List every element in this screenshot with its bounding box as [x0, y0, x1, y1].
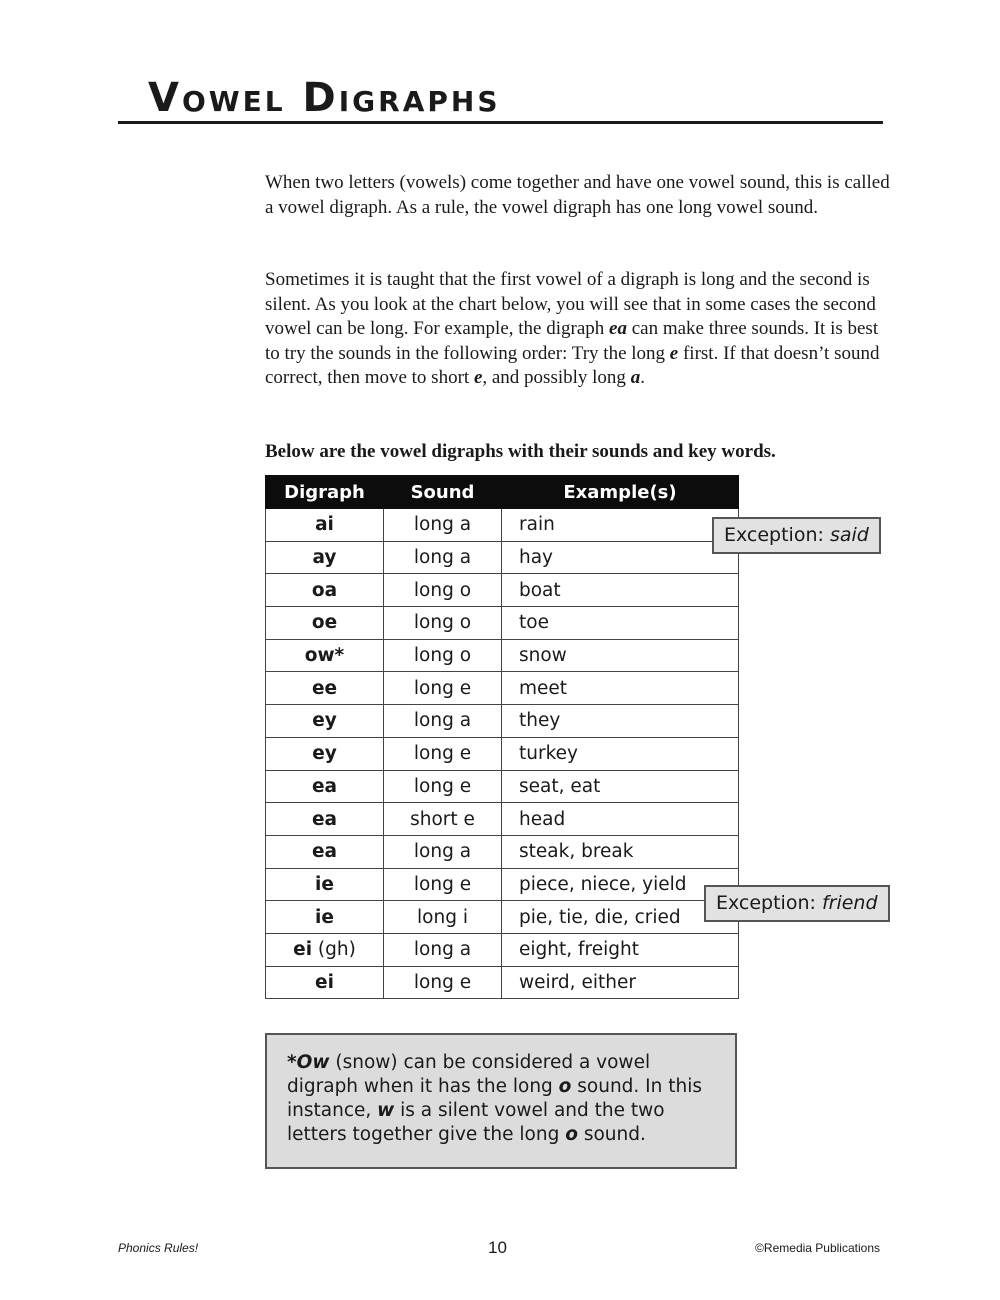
note-o-1: o [558, 1076, 572, 1097]
exception-said-callout [712, 517, 881, 554]
table-row [266, 933, 739, 966]
page-title: Vowel Digraphs [148, 75, 501, 121]
table-row [266, 705, 739, 738]
cell-digraph [266, 541, 384, 574]
table-row [266, 574, 739, 607]
cell-digraph [266, 639, 384, 672]
cell-sound: long o [384, 607, 502, 640]
cell-example: snow [502, 639, 739, 672]
emphasis-e-long: e [669, 342, 679, 364]
table-row [266, 901, 739, 934]
digraph-letters: ay [312, 547, 337, 569]
explanation-text-1: Sometimes it is taught that the first vowel of a digraph is long and the second is silent. As you look at the chart below, you will see that in some cases the second vowel can be long. For example, the digraph [265, 269, 876, 339]
cell-example: meet [502, 672, 739, 705]
explanation-text-2: can make three sounds. It is best to try the sounds in the following order: Try the long [265, 318, 879, 364]
table-row [266, 639, 739, 672]
explanation-text-5: . [640, 367, 645, 388]
cell-example: pie, tie, die, cried [502, 901, 739, 934]
cell-example: boat [502, 574, 739, 607]
table-row [266, 607, 739, 640]
note-text-4: sound. [577, 1124, 646, 1145]
digraph-letters: oe [311, 612, 338, 634]
cell-example: piece, niece, yield [502, 868, 739, 901]
header-digraph: Digraph [266, 476, 384, 509]
digraph-letters: ea [311, 808, 338, 830]
cell-sound: long a [384, 835, 502, 868]
table-intro: Below are the vowel digraphs with their sounds and key words. [265, 441, 776, 462]
digraph-letters: ie [315, 906, 334, 928]
note-text-2: sound. In this instance, [287, 1076, 703, 1121]
cell-example: hay [502, 541, 739, 574]
cell-example: toe [502, 607, 739, 640]
emphasis-e-short: e [473, 367, 483, 388]
digraph-letters: ea [311, 841, 338, 863]
note-text-3: is a silent vowel and the two letters together give the long [287, 1100, 665, 1145]
digraph-table [265, 475, 739, 999]
cell-sound: long e [384, 737, 502, 770]
digraph-letters: ey [312, 710, 337, 732]
footer-page-number: 10 [488, 1238, 507, 1257]
table-body [266, 509, 739, 999]
emphasis-ea: ea [609, 318, 627, 339]
cell-digraph [266, 705, 384, 738]
table-row [266, 737, 739, 770]
cell-digraph [266, 737, 384, 770]
cell-digraph [266, 607, 384, 640]
digraph-letters: oa [311, 579, 338, 601]
cell-digraph [266, 509, 384, 542]
note-text-1: (snow) can be considered a vowel digraph when it has the long [287, 1052, 651, 1097]
exception-label: Exception: [716, 892, 822, 914]
cell-sound: long e [384, 770, 502, 803]
digraph-letters: ei [293, 939, 313, 961]
note-ow: *Ow [287, 1052, 330, 1073]
cell-sound: long i [384, 901, 502, 934]
digraph-letters: ow* [304, 645, 345, 667]
cell-sound: long a [384, 541, 502, 574]
table-row [266, 509, 739, 542]
cell-sound: long o [384, 639, 502, 672]
digraph-letters: ea [311, 775, 338, 797]
cell-example: seat, eat [502, 770, 739, 803]
exception-label: Exception: [724, 524, 830, 546]
cell-example: steak, break [502, 835, 739, 868]
cell-digraph [266, 966, 384, 999]
header-sound: Sound [384, 476, 502, 509]
exception-friend-callout [704, 885, 890, 922]
table-header-row [266, 476, 739, 509]
footer-publisher: ©Remedia Publications [755, 1241, 880, 1255]
cell-sound: long e [384, 966, 502, 999]
table-row [266, 541, 739, 574]
exception-word: friend [821, 892, 878, 914]
cell-digraph [266, 770, 384, 803]
cell-sound: long e [384, 672, 502, 705]
cell-digraph [266, 868, 384, 901]
explanation-text-4: , and possibly long [482, 367, 631, 388]
table-row [266, 803, 739, 836]
digraph-letters: ei [315, 971, 334, 993]
title-underline [118, 121, 883, 124]
exception-word: said [829, 524, 869, 546]
cell-example: head [502, 803, 739, 836]
table-row [266, 835, 739, 868]
note-o-2: o [565, 1124, 578, 1145]
footer-book-title: Phonics Rules! [118, 1241, 199, 1255]
header-examples: Example(s) [502, 476, 739, 509]
cell-digraph [266, 672, 384, 705]
table-row [266, 770, 739, 803]
table-row [266, 868, 739, 901]
digraph-letters: ey [312, 743, 337, 765]
ow-footnote-box [265, 1033, 737, 1169]
cell-example: eight, freight [502, 933, 739, 966]
digraph-letters: ee [311, 677, 338, 699]
cell-sound: long a [384, 705, 502, 738]
cell-sound: short e [384, 803, 502, 836]
cell-sound: long a [384, 933, 502, 966]
cell-example: turkey [502, 737, 739, 770]
cell-example: they [502, 705, 739, 738]
intro-paragraph: When two letters (vowels) come together and have one vowel sound, this is called a vowel digraph. As a rule, the vowel digraph has one long vowel sound. [265, 172, 890, 218]
explanation-text-3: first. If that doesn’t sound correct, then move to short [265, 342, 880, 388]
emphasis-a-long: a [630, 367, 641, 388]
cell-sound: long e [384, 868, 502, 901]
cell-digraph [266, 901, 384, 934]
cell-sound: long o [384, 574, 502, 607]
note-w: w [377, 1100, 395, 1121]
cell-digraph [266, 803, 384, 836]
digraph-letters: ai [315, 514, 334, 536]
cell-digraph [266, 574, 384, 607]
table-row [266, 966, 739, 999]
cell-digraph [266, 933, 384, 966]
cell-digraph [266, 835, 384, 868]
cell-sound: long a [384, 509, 502, 542]
explanation-paragraph [265, 268, 890, 391]
digraph-extra: (gh) [312, 939, 356, 961]
digraph-letters: ie [315, 873, 334, 895]
cell-example: rain [502, 509, 739, 542]
table-row [266, 672, 739, 705]
cell-example: weird, either [502, 966, 739, 999]
